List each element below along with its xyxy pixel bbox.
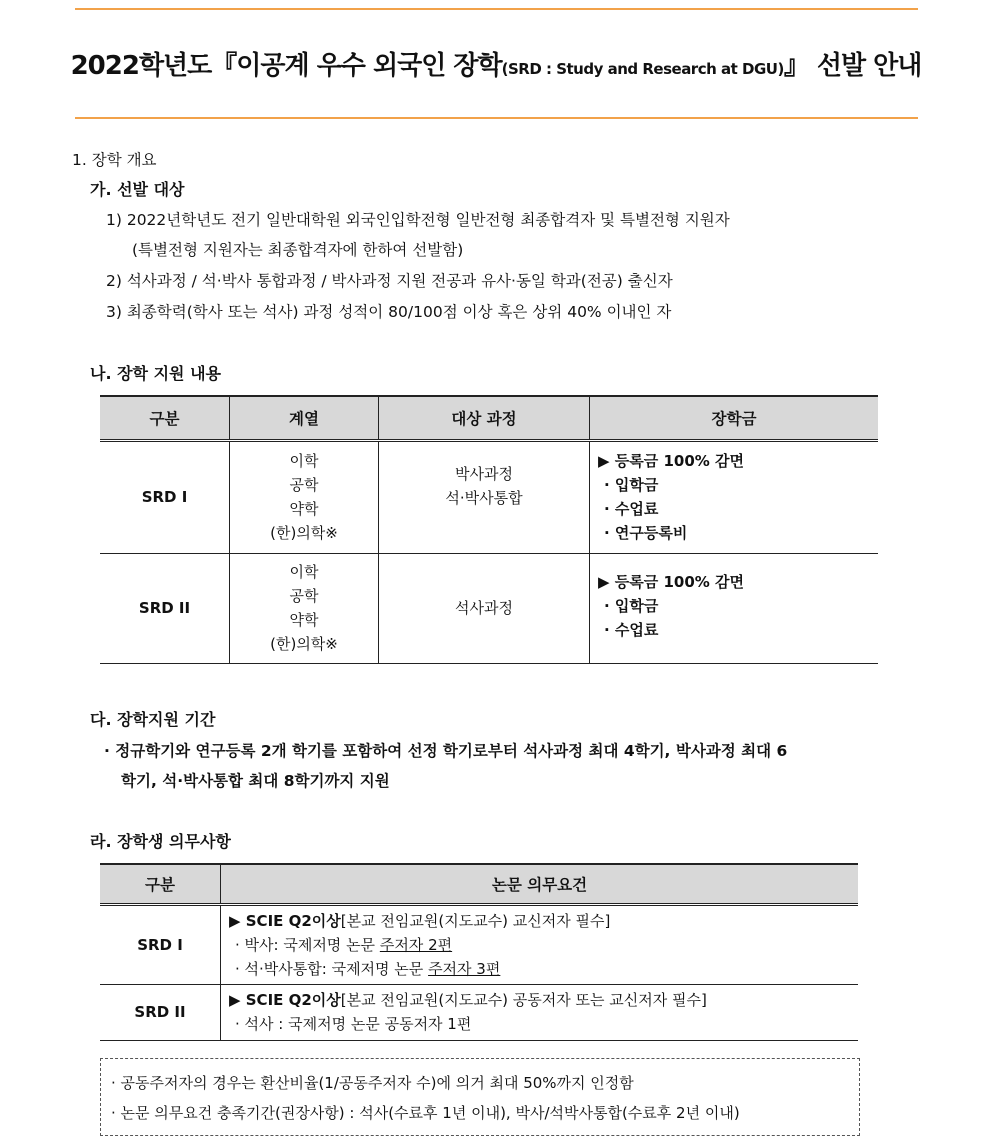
obligation-table (100, 863, 858, 1041)
eligibility-item: 3) 최종학력(학사 또는 석사) 과정 성적이 80/100점 이상 혹은 상위 40% 이내인 자 (106, 303, 672, 321)
support-period-text: · 정규학기와 연구등록 2개 학기를 포함하여 선정 학기로부터 석사과정 최대 4학기, 박사과정 최대 6 (104, 742, 788, 760)
subsection-heading-d: 라. 장학생 의무사항 (90, 832, 231, 851)
eligibility-item: 2) 석사과정 / 석·박사 통합과정 / 박사과정 지원 전공과 유사·동일 학과(전공) 출신자 (106, 272, 673, 290)
table-row (100, 904, 858, 984)
notes-box (100, 1058, 860, 1136)
column-header: 계열 (230, 396, 379, 440)
page-title: 2022학년도『이공계 우수 외국인 장학(SRD : Study and Research at DGU)』 선발 안내 (70, 51, 922, 81)
field-list: 이학 공학 약학 (한)의학※ (230, 440, 379, 553)
course-list: 박사과정 석·박사통합 (379, 440, 590, 553)
note-line: · 논문 의무요건 충족기간(권장사항) : 석사(수료후 1년 이내), 박사/석박사통합(수료후 2년 이내) (111, 1104, 740, 1122)
subsection-heading-a: 가. 선발 대상 (90, 180, 185, 199)
table-row (100, 984, 858, 1040)
scholarship-support-table (100, 395, 878, 664)
eligibility-item: 1) 2022년학년도 전기 일반대학원 외국인입학전형 일반전형 최종합격자 및 특별전형 지원자 (106, 211, 730, 229)
requirement-cell: ▶ SCIE Q2이상[본교 전임교원(지도교수) 교신저자 필수] · 박사: 국제저명 논문 주저자 2편 · 석·박사통합: 국제저명 논문 주저자 3편 (221, 904, 859, 984)
subsection-heading-b: 나. 장학 지원 내용 (90, 364, 221, 383)
benefit-list: ▶ 등록금 100% 감면 · 입학금 · 수업료 · 연구등록비 (590, 440, 879, 553)
field-list: 이학 공학 약학 (한)의학※ (230, 553, 379, 663)
note-line: · 공동주저자의 경우는 환산비율(1/공동주저자 수)에 의거 최대 50%까지 인정함 (111, 1074, 634, 1092)
column-header: 대상 과정 (379, 396, 590, 440)
scholarship-type: SRD II (100, 553, 230, 663)
title-divider (75, 117, 918, 119)
table-row (100, 553, 878, 663)
column-header: 논문 의무요건 (221, 864, 859, 904)
benefit-list: ▶ 등록금 100% 감면 · 입학금 · 수업료 (590, 553, 879, 663)
support-period-text: 학기, 석·박사통합 최대 8학기까지 지원 (121, 772, 390, 790)
column-header: 구분 (100, 864, 221, 904)
scholarship-type: SRD I (100, 904, 221, 984)
scholarship-type: SRD I (100, 440, 230, 553)
subsection-heading-c: 다. 장학지원 기간 (90, 710, 216, 729)
course-list: 석사과정 (379, 553, 590, 663)
column-header: 장학금 (590, 396, 879, 440)
section-heading: 1. 장학 개요 (72, 151, 157, 169)
top-divider (75, 8, 918, 10)
scholarship-type: SRD II (100, 984, 221, 1040)
eligibility-item: (특별전형 지원자는 최종합격자에 한하여 선발함) (132, 241, 464, 259)
requirement-cell: ▶ SCIE Q2이상[본교 전임교원(지도교수) 공동저자 또는 교신저자 필수] · 석사 : 국제저명 논문 공동저자 1편 (221, 984, 859, 1040)
column-header: 구분 (100, 396, 230, 440)
table-row (100, 440, 878, 553)
